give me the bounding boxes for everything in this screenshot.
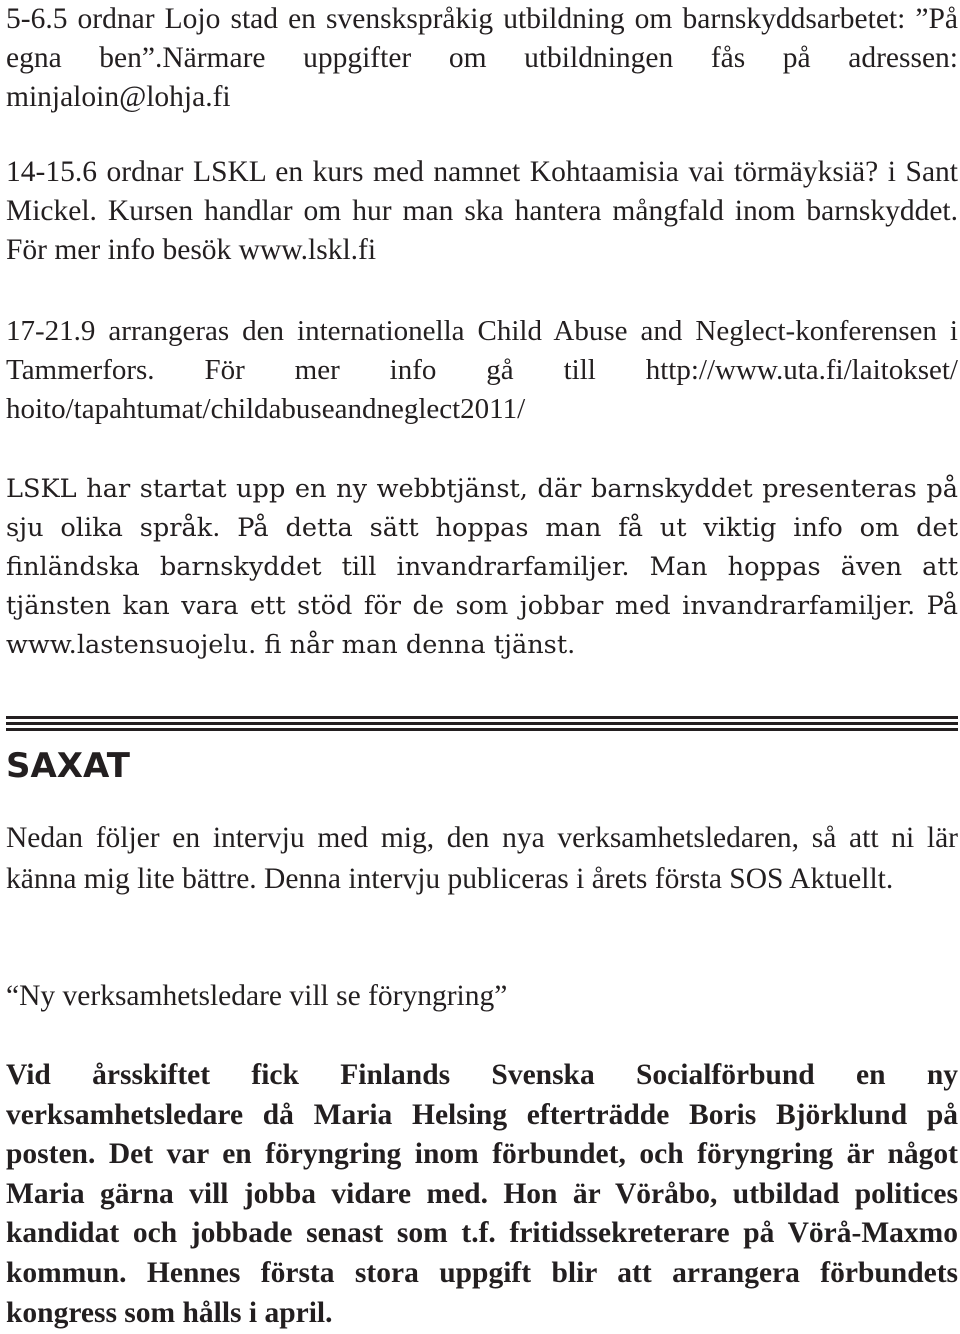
article-lead: Vid årsskiftet fick Finlands Svenska Socialförbund en ny verksamhetsledare då Maria Helsing efterträdde Boris Björklund på posten. Det var en föryngring inom förbundet, och föryngring är något Maria gärna vill jobba vidare med. Hon är Vöråbo, utbildad politices kandidat och jobbade senast som t.f. fritidssekreterare på Vörå-Maxmo kommun. Hennes första stora uppgift blir att arrangera förbundets kongress som hålls i april. <box>6 1059 958 1329</box>
paragraph-web-service: LSKL har startat upp en ny webbtjänst, där barnskyddet presenteras på sju olika språk. På detta sätt hoppas man få ut viktig info om det finländska barnskyddet till invandrarfamiljer. Man hoppas även att tjänsten kan vara ett stöd för de som jobbar med invandrarfamiljer. På www.lastensuojelu. fi når man denna tjänst. <box>6 474 958 660</box>
divider-line <box>6 722 958 725</box>
section-heading: SAXAT <box>6 746 130 786</box>
divider-line <box>6 716 958 719</box>
paragraph-lskl-course: 14-15.6 ordnar LSKL en kurs med namnet Kohtaamisia vai törmäyksiä? i Sant Mickel. Kursen handlar om hur man ska hantera mångfald inom barnskyddet. För mer info besök www.lskl.fi <box>6 156 958 266</box>
article-title: “Ny verksamhetsledare vill se föryngring” <box>6 980 508 1012</box>
paragraph-lojo-training: 5-6.5 ordnar Lojo stad en svenskspråkig utbildning om barnskyddsarbetet: ”På egna ben”.Närmare uppgifter om utbildningen fås på adressen: minjaloin@lohja.fi <box>6 3 958 113</box>
divider-line <box>6 728 958 731</box>
section-divider <box>6 716 958 734</box>
intro-paragraph: Nedan följer en intervju med mig, den nya verksamhetsledaren, så att ni lär känna mig lite bättre. Denna intervju publiceras i årets första SOS Aktuellt. <box>6 822 958 895</box>
paragraph-conference: 17-21.9 arrangeras den internationella Child Abuse and Neglect-konferensen i Tammerfors. För mer info gå till http://www.uta.fi/laitokset/ hoito/tapahtumat/childabuseandneglect2011/ <box>6 315 958 425</box>
